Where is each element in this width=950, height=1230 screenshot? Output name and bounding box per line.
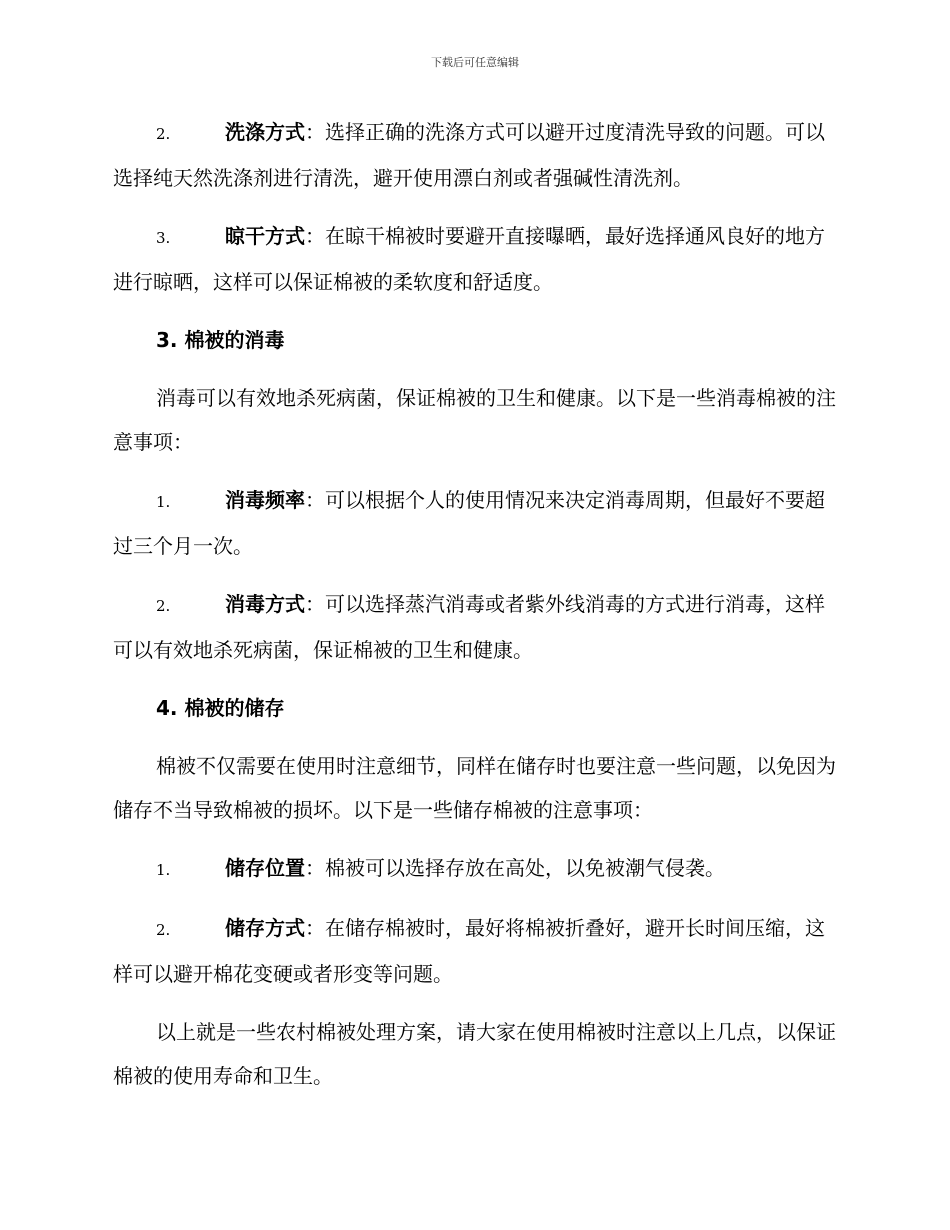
list-number: 1.: [156, 493, 171, 511]
list-text: ：选择正确的洗涤方式可以避开过度清洗导致的问题。可以选择纯天然洗涤剂进行清洗，避开使用漂白剂或者强碱性清洗剂。: [113, 120, 825, 190]
list-number: 1.: [156, 861, 171, 879]
paragraph-text: 以上就是一些农村棉被处理方案，请大家在使用棉被时注意以上几点，以保证棉被的使用寿命和卫生。: [113, 1020, 836, 1088]
list-number: 2.: [156, 125, 171, 143]
list-text: ：在晾干棉被时要避开直接曝晒，最好选择通风良好的地方进行晾晒，这样可以保证棉被的柔软度和舒适度。: [113, 224, 825, 294]
section-heading-disinfection: 3. 棉被的消毒: [156, 328, 285, 352]
paragraph-text: 消毒可以有效地杀死病菌，保证棉被的卫生和健康。以下是一些消毒棉被的注意事项：: [113, 386, 836, 454]
paragraph-disinfection-intro: [113, 376, 838, 464]
list-number: 3.: [156, 229, 171, 247]
list-text: ：可以选择蒸汽消毒或者紫外线消毒的方式进行消毒，这样可以有效地杀死病菌，保证棉被的卫生和健康。: [113, 592, 825, 662]
list-term: 消毒方式: [225, 592, 305, 616]
list-term: 储存位置: [225, 856, 305, 880]
list-item-storage-location: [113, 846, 838, 892]
paragraph-text: 棉被不仅需要在使用时注意细节，同样在储存时也要注意一些问题，以免因为储存不当导致棉被的损坏。以下是一些储存棉被的注意事项：: [113, 754, 836, 822]
list-item-disinfection-method: [113, 582, 838, 672]
list-term: 消毒频率: [225, 488, 305, 512]
list-item-washing-method: [113, 110, 838, 200]
section-heading-storage: 4. 棉被的储存: [156, 696, 285, 720]
list-item-storage-method: [113, 906, 838, 996]
page-header: 下载后可任意编辑: [431, 56, 519, 69]
list-text: ：棉被可以选择存放在高处，以免被潮气侵袭。: [305, 856, 725, 880]
list-text: ：在储存棉被时，最好将棉被折叠好，避开长时间压缩，这样可以避开棉花变硬或者形变等问题。: [113, 916, 825, 986]
list-number: 2.: [156, 597, 171, 615]
list-term: 晾干方式: [225, 224, 305, 248]
list-item-disinfection-frequency: [113, 478, 838, 568]
list-term: 储存方式: [225, 916, 305, 940]
paragraph-storage-intro: [113, 744, 838, 832]
list-term: 洗涤方式: [225, 120, 305, 144]
paragraph-conclusion: [113, 1010, 838, 1098]
document-body: [113, 110, 838, 1112]
list-text: ：可以根据个人的使用情况来决定消毒周期，但最好不要超过三个月一次。: [113, 488, 825, 558]
list-number: 2.: [156, 921, 171, 939]
list-item-drying-method: [113, 214, 838, 304]
